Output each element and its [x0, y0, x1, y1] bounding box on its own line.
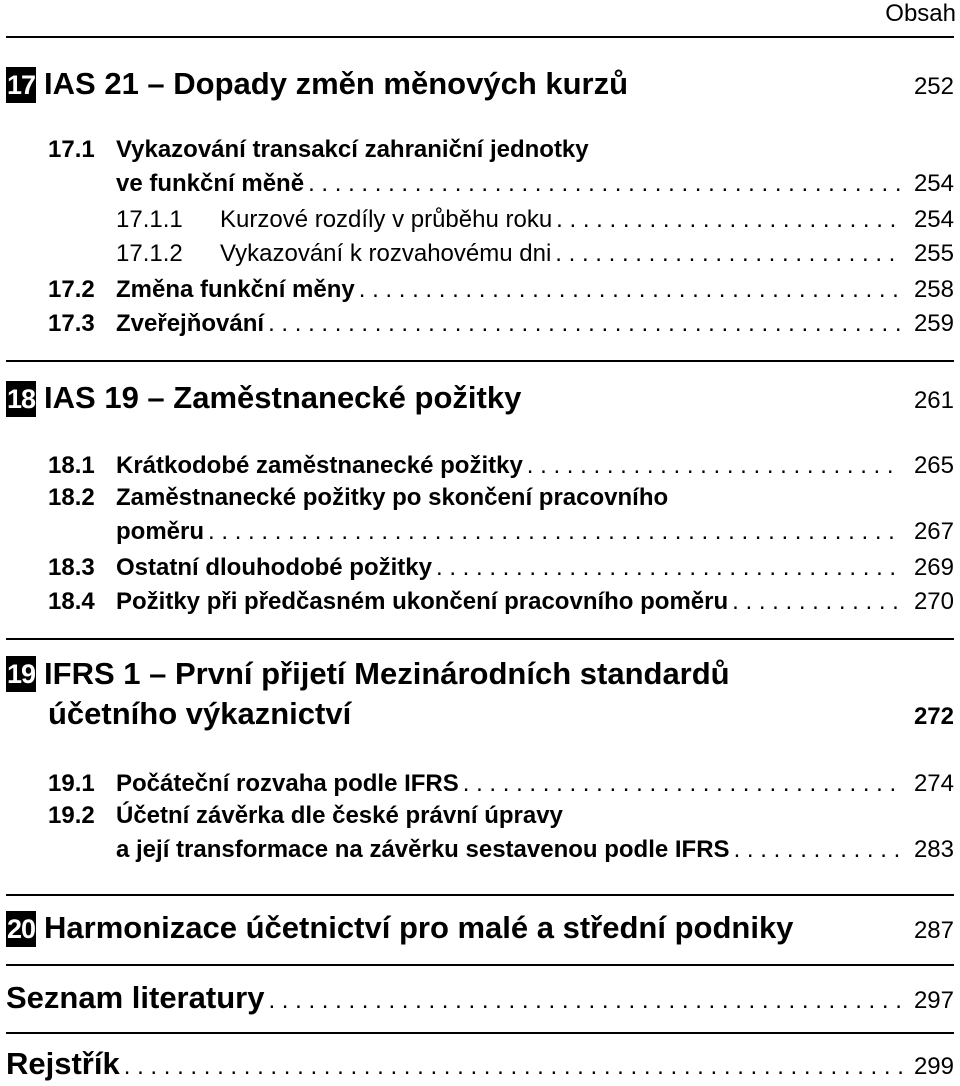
- section-number: 18.2: [48, 484, 95, 511]
- dot-leader: [264, 987, 902, 1015]
- toc-entry-index[interactable]: [6, 1044, 954, 1085]
- section-number: 19.1: [48, 770, 95, 797]
- chapter-number-badge: 17: [6, 67, 36, 103]
- chapter-number-badge: 20: [6, 911, 36, 947]
- dot-leader: [264, 308, 902, 340]
- section-title-cont: a její transformace na závěrku sestavenou podle IFRS: [116, 836, 730, 863]
- toc-entry-17-1[interactable]: [48, 134, 954, 202]
- chapter-18-heading[interactable]: [6, 378, 954, 419]
- section-page: 283: [913, 836, 954, 863]
- chapter-number-badge: 18: [6, 381, 36, 417]
- section-page: 255: [913, 240, 954, 267]
- dot-leader: [730, 834, 902, 866]
- section-title: Zveřejňování: [116, 310, 265, 337]
- section-title: Účetní závěrka dle české právní úpravy: [116, 802, 563, 829]
- toc-entry-17-1-1[interactable]: [48, 202, 954, 238]
- toc-entry-17-2[interactable]: [48, 272, 954, 308]
- section-title: Ostatní dlouhodobé požitky: [116, 554, 432, 581]
- chapter-page: 272: [913, 703, 954, 730]
- section-title: Požitky při předčasném ukončení pracovního poměru: [116, 588, 729, 615]
- section-title: Vykazování transakcí zahraniční jednotky: [116, 136, 589, 163]
- section-title: Krátkodobé zaměstnanecké požitky: [116, 452, 523, 479]
- section-page: 269: [913, 554, 954, 581]
- dot-leader: [728, 586, 902, 618]
- toc-entry-19-1[interactable]: [48, 766, 954, 802]
- toc-entry-17-1-2[interactable]: [48, 236, 954, 272]
- section-title: Změna funkční měny: [116, 276, 355, 303]
- section-page: 254: [913, 170, 954, 197]
- section-page: 267: [913, 518, 954, 545]
- chapter-rule: [6, 36, 954, 38]
- chapter-17-heading[interactable]: [6, 64, 954, 105]
- section-title: Počáteční rozvaha podle IFRS: [116, 770, 459, 797]
- dot-leader: [432, 552, 902, 584]
- toc-entry-18-1[interactable]: [48, 448, 954, 484]
- chapter-page: 261: [913, 387, 954, 414]
- dot-leader: [523, 450, 902, 482]
- section-number: 19.2: [48, 802, 95, 829]
- section-number: 17.3: [48, 310, 95, 337]
- chapter-title: Harmonizace účetnictví pro malé a střední podniky: [44, 910, 794, 945]
- section-title: Kurzové rozdíly v průběhu roku: [220, 206, 553, 233]
- section-title: Vykazování k rozvahovému dni: [220, 240, 552, 267]
- chapter-title-cont: účetního výkaznictví: [48, 696, 352, 731]
- section-page: 258: [913, 276, 954, 303]
- running-head: Obsah: [885, 0, 956, 27]
- dot-leader: [204, 516, 902, 548]
- entry-page: 299: [913, 1053, 954, 1080]
- section-number: 17.1: [48, 136, 95, 163]
- chapter-rule: [6, 360, 954, 362]
- chapter-title: IAS 21 – Dopady změn měnových kurzů: [44, 66, 629, 101]
- section-number: 17.1.2: [116, 240, 183, 267]
- chapter-20-heading[interactable]: [6, 908, 954, 949]
- section-title-cont: ve funkční měně: [116, 170, 305, 197]
- entry-title: Seznam literatury: [6, 980, 265, 1015]
- dot-leader: [552, 204, 902, 236]
- chapter-rule: [6, 638, 954, 640]
- section-number: 17.1.1: [116, 206, 183, 233]
- toc-entry-bibliography[interactable]: [6, 978, 954, 1019]
- section-number: 18.1: [48, 452, 95, 479]
- section-page: 259: [913, 310, 954, 337]
- toc-entry-17-3[interactable]: [48, 306, 954, 342]
- dot-leader: [459, 768, 902, 800]
- toc-entry-18-4[interactable]: [48, 584, 954, 620]
- dot-leader: [120, 1053, 902, 1081]
- chapter-number-badge: 19: [6, 656, 36, 692]
- toc-entry-18-3[interactable]: [48, 550, 954, 586]
- section-number: 18.4: [48, 588, 95, 615]
- dot-leader: [551, 238, 902, 270]
- section-title: Zaměstnanecké požitky po skončení pracovního: [116, 484, 669, 511]
- chapter-rule: [6, 894, 954, 896]
- toc-entry-18-2[interactable]: [48, 482, 954, 550]
- section-page: 265: [913, 452, 954, 479]
- section-page: 274: [913, 770, 954, 797]
- chapter-rule: [6, 964, 954, 966]
- chapter-title: IFRS 1 – První přijetí Mezinárodních standardů: [44, 656, 730, 691]
- chapter-page: 252: [913, 73, 954, 100]
- chapter-page: 287: [913, 917, 954, 944]
- section-page: 270: [913, 588, 954, 615]
- section-number: 17.2: [48, 276, 95, 303]
- section-number: 18.3: [48, 554, 95, 581]
- dot-leader: [355, 274, 902, 306]
- entry-page: 297: [913, 987, 954, 1014]
- chapter-19-heading[interactable]: [6, 654, 954, 735]
- entry-title: Rejstřík: [6, 1046, 120, 1081]
- dot-leader: [304, 168, 902, 200]
- section-title-cont: poměru: [116, 518, 205, 545]
- chapter-title: IAS 19 – Zaměstnanecké požitky: [44, 380, 522, 415]
- chapter-rule: [6, 1032, 954, 1034]
- section-page: 254: [913, 206, 954, 233]
- toc-entry-19-2[interactable]: [48, 800, 954, 868]
